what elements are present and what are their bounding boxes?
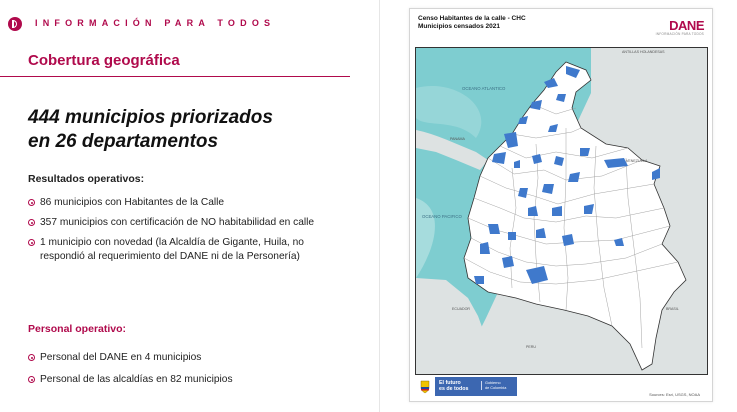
results-list <box>28 196 318 270</box>
map-title <box>418 15 526 31</box>
results-item <box>28 236 318 264</box>
map-svg <box>416 48 707 374</box>
government-line-1: Gobierno <box>485 381 501 385</box>
banner-slogan <box>439 380 468 392</box>
results-heading: Resultados operativos: <box>28 173 145 185</box>
bullet-icon <box>28 376 35 383</box>
personnel-list <box>28 351 318 393</box>
bullet-icon <box>28 199 35 206</box>
section-title: Cobertura geográfica <box>28 52 180 69</box>
map-title-line-1: Censo Habitantes de la calle - CHC <box>418 15 526 22</box>
label-brasil: BRASIL <box>666 307 679 311</box>
results-item <box>28 216 318 230</box>
government-banner <box>435 377 517 396</box>
dane-logo: DANE <box>669 18 704 33</box>
personnel-item-text: Personal de las alcaldías en 82 municipios <box>40 374 233 385</box>
label-panama: PANAMA <box>450 137 465 141</box>
label-pacific: OCEANO PACIFICO <box>422 214 462 219</box>
map-sources: Sources: Esri, USGS, NOAA <box>649 392 700 397</box>
label-ecuador: ECUADOR <box>452 307 470 311</box>
headline-line-2: en 26 departamentos <box>28 131 219 152</box>
results-item <box>28 196 318 210</box>
bullet-icon <box>28 354 35 361</box>
bullet-icon <box>28 219 35 226</box>
colombia-emblem-icon <box>419 380 431 394</box>
dane-brand-icon <box>8 17 22 31</box>
municipality-region <box>502 256 514 268</box>
personnel-heading: Personal operativo: <box>28 323 127 335</box>
title-underline <box>0 76 350 77</box>
dane-logo-tagline: INFORMACIÓN PARA TODOS <box>655 32 704 36</box>
map-figure <box>409 8 713 402</box>
label-antilles: ANTILLAS HOLANDESAS <box>622 50 665 54</box>
label-venezuela: VENEZUELA <box>626 159 648 163</box>
bullet-icon <box>28 239 35 246</box>
results-item-text: 357 municipios con certificación de NO habitabilidad en calle <box>40 217 315 228</box>
panel-divider <box>379 0 380 412</box>
municipality-region <box>508 232 516 240</box>
personnel-item-text: Personal del DANE en 4 municipios <box>40 352 202 363</box>
colombia-map <box>415 47 708 375</box>
municipality-region <box>562 234 574 246</box>
map-footer <box>415 376 706 398</box>
headline-line-1: 444 municipios priorizados <box>28 107 273 128</box>
results-item-text: 1 municipio con novedad (la Alcaldía de Gigante, Huila, no respondió al requerimiento del DANE ni de la Personería) <box>40 237 304 262</box>
headline <box>28 106 358 154</box>
map-title-line-2: Municipios censados 2021 <box>418 23 501 30</box>
results-item-text: 86 municipios con Habitantes de la Calle <box>40 197 225 208</box>
personnel-item <box>28 373 318 387</box>
banner-government <box>481 381 506 390</box>
government-line-2: de Colombia <box>485 385 507 390</box>
brand-tagline: INFORMACIÓN PARA TODOS <box>35 18 276 28</box>
personnel-item <box>28 351 318 365</box>
slogan-line-1: El futuro <box>439 380 461 386</box>
label-peru: PERU <box>526 345 536 349</box>
municipality-region <box>488 224 500 234</box>
slogan-line-2: es de todos <box>439 386 469 392</box>
label-atlantic: OCEANO ATLANTICO <box>462 86 506 91</box>
